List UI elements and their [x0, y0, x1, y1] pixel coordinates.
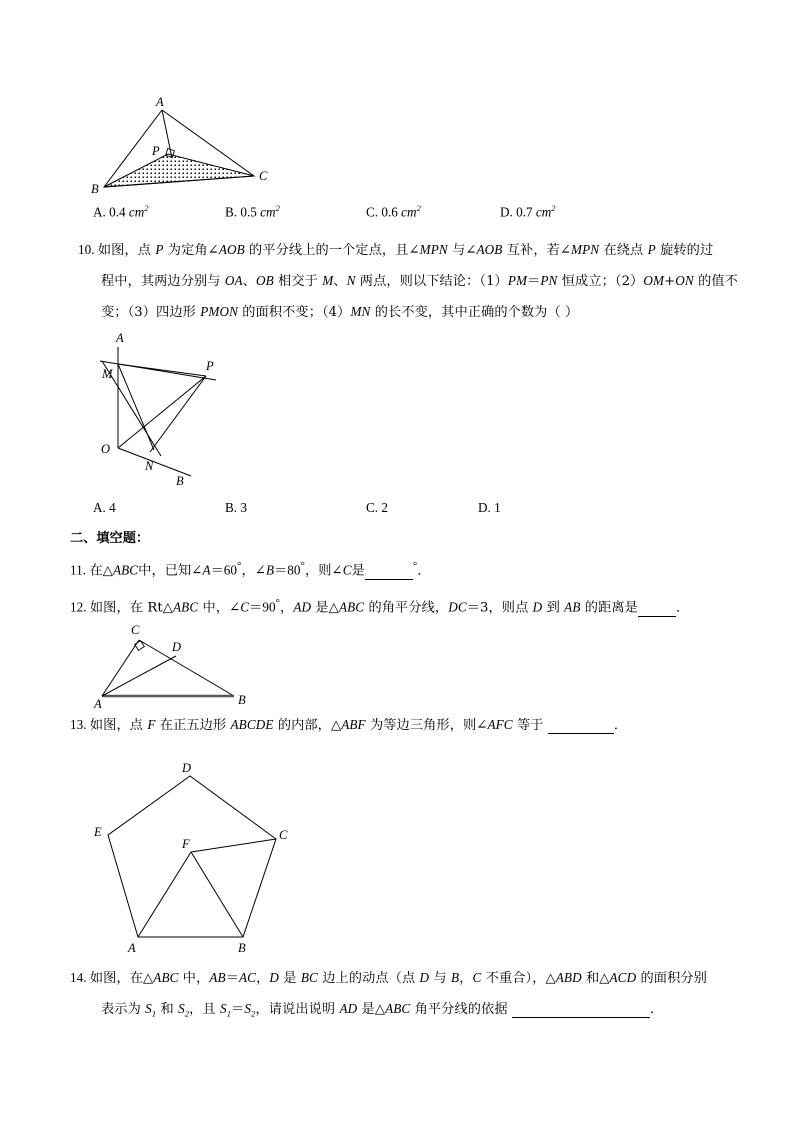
q13-p3: 的内部，△ — [273, 718, 342, 733]
q14-number: 14. — [70, 970, 87, 985]
q11-p5: ＝80 — [274, 562, 301, 578]
q10-l2-p1: 程中，其两边分别与 — [101, 274, 225, 289]
q10-l1-p4: 与∠ — [447, 243, 477, 258]
q10-l1-v2: AOB — [218, 242, 245, 257]
q10-label-O: O — [101, 442, 111, 456]
q11-deg3: ° — [412, 560, 418, 572]
q10-option-a-value: 4 — [109, 500, 116, 515]
q12-figure — [86, 618, 286, 708]
q12-deg1: ° — [275, 597, 281, 609]
q14-l2-v1: S — [145, 1001, 152, 1016]
q12-label-A: A — [94, 697, 102, 708]
q12-v4: ABC — [338, 599, 365, 615]
q11-v1: ABC — [112, 562, 139, 578]
q14-l2-p8: ． — [649, 1002, 664, 1017]
q10-l3-p3: 的长不变，其中正确的个数为（ ） — [370, 305, 579, 320]
q12-v6: D — [532, 599, 543, 615]
q11-p4: ，∠ — [241, 563, 266, 579]
q14-l2-p6: 是△ — [357, 1002, 386, 1017]
q10-option-d-key: D. — [478, 500, 491, 515]
q10-l1-p2: 为定角∠ — [163, 243, 219, 258]
q12-label-C: C — [131, 623, 140, 637]
q11-answer-blank[interactable] — [365, 565, 413, 579]
q13-v1: F — [147, 717, 156, 732]
q10-option-a[interactable] — [93, 500, 116, 516]
q14-l2-p7: 角平分线的依据 — [410, 1002, 512, 1017]
q14-l1-v6: D — [419, 970, 430, 985]
q12-label-B: B — [238, 693, 246, 707]
q10-l1-p7: 旋转的过 — [655, 243, 714, 258]
q9-option-b-unit: cm — [260, 204, 276, 220]
q13-v4: AFC — [487, 717, 513, 732]
q12-p10: ． — [675, 600, 690, 616]
q14-l2-v6: ABC — [385, 1001, 411, 1016]
q14-l1-p1: 如图，在△ — [89, 971, 154, 986]
q13-p5: 等于 — [512, 718, 548, 733]
q12-p9: 的距离是 — [580, 600, 638, 616]
q9-option-a-key: A. — [93, 204, 106, 220]
q10-l2-p8: + — [664, 274, 676, 289]
q10-l2-p3: 相交于 — [273, 274, 323, 289]
q12-p6: 的角平分线， — [364, 600, 449, 616]
q10-l1-v5: MPN — [571, 242, 600, 257]
q12-line-1 — [70, 598, 689, 617]
q10-label-B: B — [176, 474, 184, 488]
q10-l2-v1: OA — [224, 273, 243, 288]
q10-l2-v5: PM — [507, 273, 528, 288]
q14-l2-sub1: 1 — [151, 1008, 157, 1019]
q10-l1-p1: 如图，点 — [97, 243, 156, 258]
q13-label-D: D — [182, 761, 192, 775]
q14-l1-p5: 是 — [278, 971, 301, 986]
q14-l2-sub4: 2 — [251, 1008, 256, 1019]
q12-v7: AB — [564, 599, 581, 615]
q9-option-d-key: D. — [500, 204, 513, 220]
q13-label-E: E — [94, 825, 102, 839]
q14-answer-blank[interactable] — [512, 1004, 650, 1018]
q9-option-b-key: B. — [225, 204, 238, 220]
q12-p5: 是△ — [311, 600, 339, 616]
q9-option-b-value: 0.5 — [240, 204, 257, 220]
q9-option-c-unit: cm — [401, 204, 417, 220]
q14-l2-p4: ＝ — [231, 1002, 245, 1017]
q10-option-b-value: 3 — [240, 500, 247, 515]
q9-option-c[interactable] — [366, 203, 421, 220]
q13-label-C: C — [279, 828, 288, 842]
q9-option-c-value: 0.6 — [381, 204, 398, 220]
q14-l2-p1: 表示为 — [101, 1002, 146, 1017]
q11-p1: 在△ — [89, 563, 113, 579]
q10-figure — [86, 328, 316, 493]
q9-option-c-key: C. — [366, 204, 379, 220]
q11-v3: B — [265, 562, 275, 578]
q10-l1-p6: 在绕点 — [599, 243, 648, 258]
q12-p8: 到 — [542, 600, 565, 616]
q14-l1-p2: 中， — [178, 971, 210, 986]
q14-l2-p5: ，请说出说明 — [255, 1002, 340, 1017]
q11-p7: 是 — [351, 563, 365, 579]
q14-l1-v10: ACD — [609, 970, 637, 985]
q11-p8: ． — [417, 563, 431, 579]
q10-l2-p5: 两点，则以下结论：（1） — [355, 274, 508, 289]
q12-v3: AD — [293, 599, 312, 615]
q12-answer-blank[interactable] — [638, 602, 676, 616]
q10-l3-v2: MN — [350, 304, 371, 319]
q14-l2-sub2: 2 — [184, 1008, 190, 1019]
q14-l1-v3: AC — [239, 970, 257, 985]
q13-line-1 — [70, 718, 627, 734]
q14-l1-v7: B — [451, 970, 460, 985]
q11-deg2: ° — [300, 560, 305, 572]
q11-v4: C — [342, 562, 352, 578]
q14-l2-v3: S — [220, 1001, 227, 1016]
q14-l1-v4: D — [269, 970, 279, 985]
q13-number: 13. — [70, 717, 87, 732]
q13-label-F: F — [182, 837, 190, 851]
q14-l1-p9: 不重合），△ — [481, 971, 556, 986]
q14-l1-p10: 和△ — [581, 971, 610, 986]
q9-option-b-exponent: 2 — [275, 203, 280, 213]
q14-l2-v4: S — [244, 1001, 252, 1016]
q10-l1-p3: 的平分线上的一个定点，且∠ — [244, 243, 420, 258]
q10-number: 10. — [78, 242, 95, 257]
q14-l1-p4: ， — [256, 971, 270, 986]
q10-l2-v7: OM — [643, 273, 665, 288]
q14-l1-v5: BC — [300, 970, 318, 985]
q14-l1-v9: ABD — [555, 970, 582, 985]
q11-p2: 中，已知∠ — [138, 563, 203, 579]
q14-l2-v5: AD — [339, 1001, 358, 1016]
q10-l1-v3: MPN — [419, 242, 448, 257]
q10-option-b[interactable] — [225, 500, 247, 516]
q10-l2-p6: ＝ — [527, 274, 541, 289]
q10-l3-p2: 的面积不变；（4） — [237, 305, 351, 320]
q13-v3: ABF — [341, 717, 366, 732]
q9-figure — [86, 92, 286, 202]
q13-label-A: A — [128, 941, 136, 955]
q9-label-P: P — [152, 144, 160, 158]
q14-l1-v2: AB — [209, 970, 226, 985]
q10-option-c-value: 2 — [381, 500, 388, 515]
q9-option-d-exponent: 2 — [551, 203, 556, 213]
q12-number: 12. — [70, 599, 87, 615]
q13-p2: 在正五边形 — [155, 718, 231, 733]
q9-option-c-exponent: 2 — [416, 203, 421, 213]
q10-l3-v1: PMON — [200, 304, 238, 319]
q12-p2: 中，∠ — [198, 600, 241, 616]
q11-number: 11. — [70, 562, 86, 578]
q11-line-1 — [70, 561, 431, 580]
q10-option-c[interactable] — [366, 500, 388, 516]
q11-v2: A — [202, 562, 211, 578]
q12-p7: ＝3，则点 — [466, 600, 533, 616]
q10-l3-p1: 变；（3）四边形 — [101, 305, 201, 320]
q14-line-1 — [70, 971, 707, 985]
q10-option-d[interactable] — [478, 500, 501, 516]
q10-option-a-key: A. — [93, 500, 106, 515]
q9-label-A: A — [156, 95, 164, 109]
q10-l2-v2: OB — [255, 273, 274, 288]
q12-p1: 如图，在 Rt△ — [89, 600, 174, 616]
q12-p4: ， — [280, 600, 294, 616]
q14-l1-v8: C — [472, 970, 482, 985]
q13-p1: 如图，点 — [89, 718, 148, 733]
q14-l1-p7: 与 — [429, 971, 452, 986]
q10-l2-v3: M — [322, 273, 334, 288]
q10-l2-p2: 、 — [242, 274, 256, 289]
q14-l1-p3: ＝ — [225, 971, 239, 986]
q10-l1-v1: P — [155, 242, 164, 257]
q10-l2-v6: PN — [540, 273, 558, 288]
q9-option-a-unit: cm — [128, 204, 145, 220]
q14-l2-v2: S — [178, 1001, 185, 1016]
q14-l2-sub3: 1 — [226, 1008, 232, 1019]
q9-option-d-value: 0.7 — [516, 204, 533, 220]
q13-figure — [86, 756, 316, 961]
q12-v5: DC — [448, 599, 467, 615]
q12-v2: C — [240, 599, 250, 615]
q14-l1-v1: ABC — [153, 970, 179, 985]
q9-option-d-unit: cm — [535, 204, 552, 220]
q10-line-2 — [101, 274, 738, 288]
q11-deg1: ° — [237, 560, 242, 572]
q9-option-a-exponent: 2 — [144, 203, 149, 213]
q10-option-c-key: C. — [366, 500, 379, 515]
q14-line-2 — [101, 1002, 663, 1018]
q13-label-B: B — [238, 941, 246, 955]
q10-l2-p4: 、 — [333, 274, 347, 289]
q10-l2-v4: N — [346, 273, 356, 288]
q9-label-B: B — [91, 182, 99, 196]
q13-p4: 为等边三角形，则∠ — [365, 718, 488, 733]
q10-l1-p5: 互补，若∠ — [502, 243, 572, 258]
q9-option-a[interactable] — [93, 203, 149, 220]
q10-line-3 — [101, 305, 578, 319]
q14-l2-p3: ，且 — [189, 1002, 221, 1017]
q10-option-b-key: B. — [225, 500, 238, 515]
q10-l1-v6: P — [647, 242, 656, 257]
q14-l2-p2: 和 — [156, 1002, 179, 1017]
q10-l1-v4: AOB — [476, 242, 503, 257]
q13-answer-blank[interactable] — [548, 720, 614, 734]
q10-label-P: P — [206, 359, 214, 373]
q12-label-D: D — [172, 640, 182, 654]
q10-l2-p7: 恒成立；（2） — [557, 274, 644, 289]
q11-p6: ，则∠ — [304, 563, 343, 579]
q12-p3: ＝90 — [249, 599, 276, 615]
q14-l1-p8: ， — [459, 971, 473, 986]
q9-option-a-value: 0.4 — [109, 204, 126, 220]
q10-label-M: M — [102, 367, 113, 381]
q11-p3: ＝60 — [210, 562, 237, 578]
q10-option-d-value: 1 — [494, 500, 501, 515]
q10-label-N: N — [145, 459, 154, 473]
q10-line-1 — [78, 243, 713, 257]
q9-label-C: C — [259, 169, 268, 183]
q13-p6: ． — [613, 718, 628, 733]
q9-option-b[interactable] — [225, 203, 280, 220]
q13-v2: ABCDE — [230, 717, 274, 732]
q14-l1-p11: 的面积分别 — [636, 971, 707, 986]
q12-v1: ABC — [173, 599, 199, 615]
q9-option-d[interactable] — [500, 203, 556, 220]
q10-l2-v8: ON — [675, 273, 694, 288]
q10-l2-p9: 的值不 — [693, 274, 738, 289]
q10-label-A: A — [116, 331, 124, 345]
section-2-heading: 二、填空题： — [70, 531, 150, 546]
q14-l1-p6: 边上的动点（点 — [317, 971, 420, 986]
